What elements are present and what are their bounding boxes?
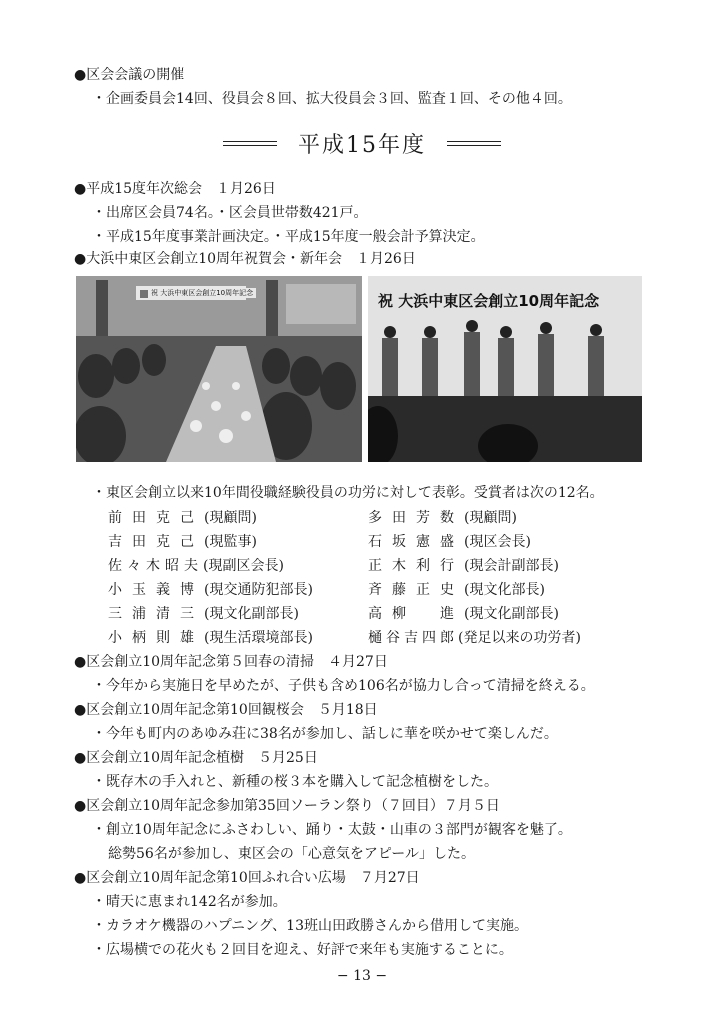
event-line: 総勢56名が参加し、東区会の「心意気をアピール」した。 [108, 846, 475, 862]
honoree-name: 樋谷吉四郎 [368, 630, 458, 646]
honoree-role: (現顧問) [204, 510, 257, 526]
honoree-name: 佐々木昭夫 [108, 558, 203, 574]
event-line: ・今年から実施日を早めたが、子供も含め106名が協力し合って清掃を終える。 [92, 678, 595, 694]
dance-banner-text: 祝 大浜中東区会創立10周年記念 [378, 292, 600, 310]
title-rule-left [223, 141, 277, 146]
honoree-role: (現監事) [204, 534, 257, 550]
year-title [0, 128, 724, 164]
honoree-name: 三浦清三 [108, 606, 204, 622]
honoree-role: (現文化副部長) [204, 606, 299, 622]
honoree-name: 小柄則雄 [108, 630, 204, 646]
title-rule-right [447, 141, 501, 146]
event-line: ・晴天に恵まれ142名が参加。 [92, 894, 287, 910]
banquet-banner-text: 祝 大浜中東区会創立10周年記念 [148, 288, 256, 298]
honoree-name: 前田克己 [108, 510, 204, 526]
event-heading: ●区会創立10周年記念第５回春の清掃 ４月27日 [74, 654, 388, 670]
honoree-row [108, 581, 313, 599]
honoree-name: 斉藤正史 [368, 582, 464, 598]
page-number: − 13 − [336, 968, 388, 984]
event-line: ・既存木の手入れと、新種の桜３本を購入して記念植樹をした。 [92, 774, 498, 790]
honoree-row [108, 557, 284, 575]
honoree-row [368, 605, 559, 623]
honoree-row [108, 509, 257, 527]
honoree-role: (現会計副部長) [464, 558, 559, 574]
honoree-name: 石坂憲盛 [368, 534, 464, 550]
honoree-role: (現交通防犯部長) [204, 582, 313, 598]
honoree-name: 正木利行 [368, 558, 464, 574]
honoree-row [368, 509, 517, 527]
honoree-row [108, 605, 299, 623]
honoree-name: 高柳 進 [368, 606, 464, 622]
event-heading: ●区会創立10周年記念第10回観桜会 ５月18日 [74, 702, 378, 718]
event-heading: ●区会創立10周年記念第10回ふれ合い広場 ７月27日 [74, 870, 420, 886]
section-heading: ●区会会議の開催 [74, 67, 185, 83]
honoree-row [108, 533, 257, 551]
event-heading: ●区会創立10周年記念参加第35回ソーラン祭り（７回目）７月５日 [74, 798, 500, 814]
honoree-row [368, 533, 531, 551]
event-line: ・広場横での花火も２回目を迎え、好評で来年も実施することに。 [92, 942, 513, 958]
honoree-row [108, 629, 313, 647]
honoree-row [368, 581, 545, 599]
honor-intro: ・東区会創立以来10年間役職経験役員の功労に対して表彰。受賞者は次の12名。 [92, 485, 604, 501]
honoree-name: 吉田克己 [108, 534, 204, 550]
banquet-photo [76, 276, 362, 462]
honoree-role: (現文化副部長) [464, 606, 559, 622]
honoree-name: 小玉義博 [108, 582, 204, 598]
item-heading: ●大浜中東区会創立10周年祝賀会・新年会 １月26日 [74, 251, 416, 267]
honoree-role: (現文化部長) [464, 582, 545, 598]
banquet-photo-image [76, 276, 362, 462]
honoree-role: (発足以来の功労者) [458, 630, 581, 646]
honoree-role: (現副区会長) [203, 558, 284, 574]
event-heading: ●区会創立10周年記念植樹 ５月25日 [74, 750, 318, 766]
section-line: ・企画委員会14回、役員会８回、拡大役員会３回、監査１回、その他４回。 [92, 91, 572, 107]
event-line: ・今年も町内のあゆみ荘に38名が参加し、話しに華を咲かせて楽しんだ。 [92, 726, 558, 742]
event-line: ・カラオケ機器のハプニング、13班山田政勝さんから借用して実施。 [92, 918, 528, 934]
honoree-role: (現生活環境部長) [204, 630, 313, 646]
honoree-role: (現区会長) [464, 534, 531, 550]
item-line: ・平成15年度事業計画決定。・平成15年度一般会計予算決定。 [92, 229, 485, 245]
honoree-name: 多田芳数 [368, 510, 464, 526]
item-heading: ●平成15度年次総会 １月26日 [74, 181, 276, 197]
honoree-row [368, 629, 581, 647]
dance-photo [368, 276, 642, 462]
item-line: ・出席区会員74名。・区会員世帯数421戸。 [92, 205, 368, 221]
honoree-row [368, 557, 559, 575]
honoree-role: (現顧問) [464, 510, 517, 526]
event-line: ・創立10周年記念にふさわしい、踊り・太鼓・山車の３部門が観客を魅了。 [92, 822, 572, 838]
year-title-text: 平成15年度 [298, 133, 426, 158]
